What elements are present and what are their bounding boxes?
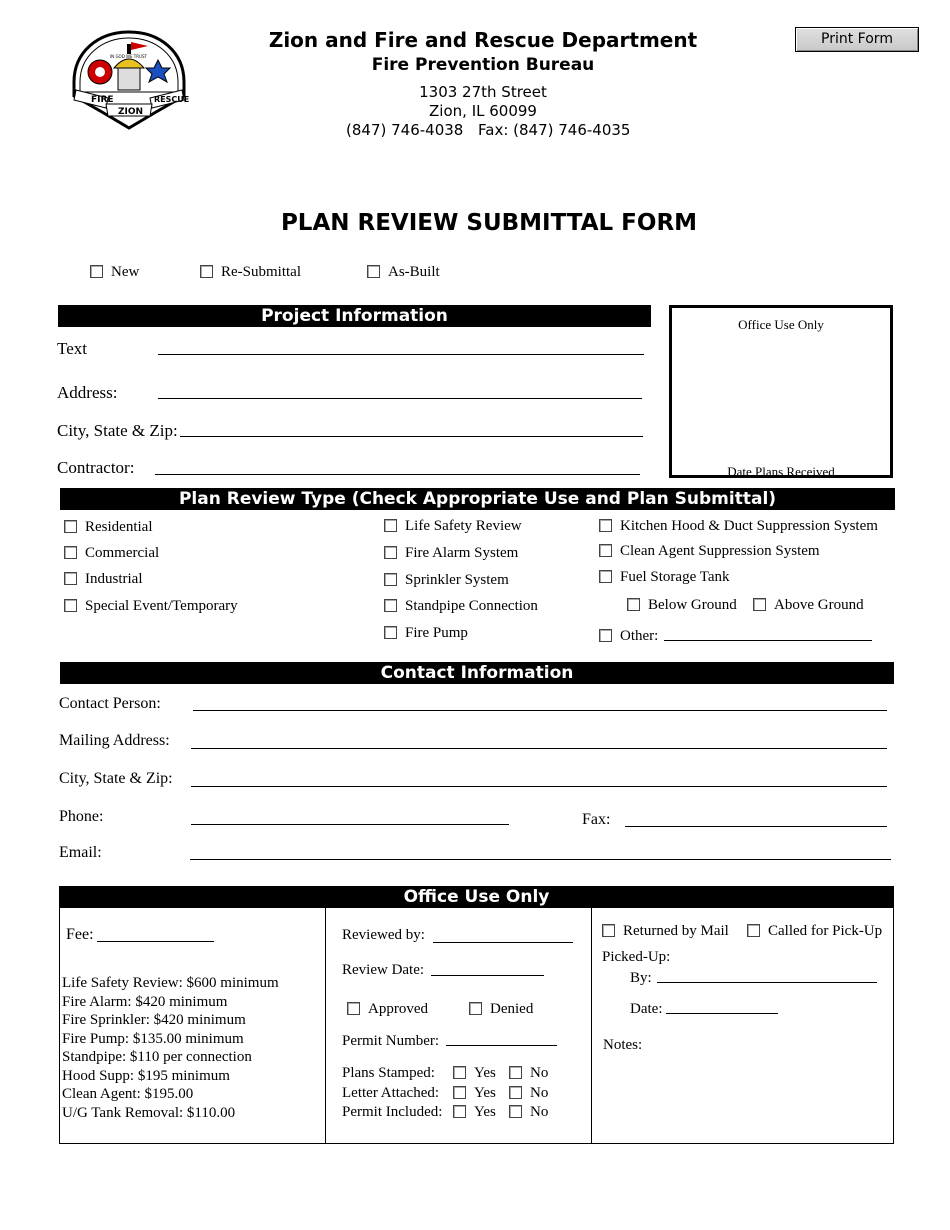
fire-alarm-system-checkbox[interactable]: Fire Alarm System bbox=[384, 545, 518, 562]
letter-attached-label: Letter Attached: bbox=[342, 1085, 440, 1101]
logo-bottom-text: ZION bbox=[118, 107, 144, 117]
email-label: Email: bbox=[59, 844, 102, 861]
by-label: By: bbox=[630, 970, 652, 986]
permit-included-label: Permit Included: bbox=[342, 1104, 443, 1120]
standpipe-connection-checkbox[interactable]: Standpipe Connection bbox=[384, 598, 538, 615]
email-field[interactable] bbox=[190, 859, 891, 860]
fee-item: Life Safety Review: $600 minimum bbox=[62, 975, 279, 991]
column-divider bbox=[591, 908, 592, 1144]
logo-left-text: FIRE bbox=[91, 95, 114, 105]
text-label: Text bbox=[57, 339, 87, 358]
checkbox-icon[interactable] bbox=[602, 924, 615, 937]
city-address: Zion, IL 60099 bbox=[429, 102, 537, 120]
office-use-box bbox=[669, 305, 893, 478]
permit-number-label: Permit Number: bbox=[342, 1033, 440, 1049]
column-divider bbox=[325, 908, 326, 1144]
checkbox-icon[interactable] bbox=[64, 572, 77, 585]
denied-checkbox[interactable]: Denied bbox=[469, 1001, 533, 1018]
clean-agent-checkbox[interactable]: Clean Agent Suppression System bbox=[599, 543, 820, 560]
address-label: Address: bbox=[57, 383, 118, 402]
checkbox-icon[interactable] bbox=[347, 1002, 360, 1015]
kitchen-hood-checkbox[interactable]: Kitchen Hood & Duct Suppression System bbox=[599, 518, 878, 535]
plan-review-type-header: Plan Review Type (Check Appropriate Use and Plan Submittal) bbox=[60, 488, 895, 510]
industrial-checkbox[interactable]: Industrial bbox=[64, 571, 143, 588]
letter-attached-no-checkbox[interactable]: No bbox=[509, 1085, 548, 1102]
fax-number: Fax: (847) 746-4035 bbox=[478, 121, 631, 139]
fuel-storage-tank-checkbox[interactable]: Fuel Storage Tank bbox=[599, 569, 730, 586]
new-checkbox[interactable]: New bbox=[90, 264, 139, 281]
approved-checkbox[interactable]: Approved bbox=[347, 1001, 428, 1018]
contact-person-field[interactable] bbox=[193, 710, 887, 711]
letter-attached-yes-checkbox[interactable]: Yes bbox=[453, 1085, 496, 1102]
checkbox-icon[interactable] bbox=[753, 598, 766, 611]
office-use-header: Office Use Only bbox=[59, 886, 894, 908]
contractor-label: Contractor: bbox=[57, 458, 135, 477]
checkbox-icon[interactable] bbox=[384, 519, 397, 532]
checkbox-icon[interactable] bbox=[599, 519, 612, 532]
checkbox-icon[interactable] bbox=[627, 598, 640, 611]
plans-stamped-yes-checkbox[interactable]: Yes bbox=[453, 1065, 496, 1082]
fee-item: Standpipe: $110 per connection bbox=[62, 1049, 252, 1065]
date-field[interactable] bbox=[666, 1013, 778, 1014]
project-city-field[interactable] bbox=[180, 436, 643, 437]
logo-top-text: IN GOD WE TRUST bbox=[110, 54, 147, 59]
reviewed-by-label: Reviewed by: bbox=[342, 927, 425, 943]
form-title: PLAN REVIEW SUBMITTAL FORM bbox=[280, 210, 698, 236]
permit-number-field[interactable] bbox=[446, 1045, 557, 1046]
checkbox-icon[interactable] bbox=[384, 546, 397, 559]
date-label: Date: bbox=[630, 1001, 663, 1017]
review-date-field[interactable] bbox=[431, 975, 544, 976]
print-form-button[interactable]: Print Form bbox=[795, 27, 919, 52]
checkbox-icon[interactable] bbox=[509, 1066, 522, 1079]
fee-item: Hood Supp: $195 minimum bbox=[62, 1067, 230, 1084]
phone-label: Phone: bbox=[59, 808, 104, 825]
contact-city-field[interactable] bbox=[191, 786, 887, 787]
by-field[interactable] bbox=[657, 982, 877, 983]
bureau-name: Fire Prevention Bureau bbox=[371, 55, 595, 75]
text-field[interactable] bbox=[158, 354, 644, 355]
contact-information-header: Contact Information bbox=[60, 662, 894, 684]
resubmittal-checkbox[interactable]: Re-Submittal bbox=[200, 264, 301, 281]
fee-label: Fee: bbox=[66, 926, 94, 943]
logo-right-text: RESCUE bbox=[154, 95, 190, 104]
date-plans-received-label: Date Plans Received bbox=[727, 464, 835, 479]
street-address: 1303 27th Street bbox=[419, 83, 547, 101]
checkbox-icon[interactable] bbox=[90, 265, 103, 278]
checkbox-icon[interactable] bbox=[384, 626, 397, 639]
review-date-label: Review Date: bbox=[342, 962, 425, 978]
permit-included-no-checkbox[interactable]: No bbox=[509, 1104, 548, 1121]
fee-item: U/G Tank Removal: $110.00 bbox=[62, 1104, 236, 1121]
checkbox-icon[interactable] bbox=[453, 1066, 466, 1079]
contractor-field[interactable] bbox=[155, 474, 640, 475]
mailing-address-field[interactable] bbox=[191, 748, 887, 749]
picked-up-label: Picked-Up: bbox=[602, 949, 671, 965]
phone-number: (847) 746-4038 bbox=[346, 121, 464, 139]
fee-item: Fire Sprinkler: $420 minimum bbox=[62, 1012, 246, 1028]
contact-person-label: Contact Person: bbox=[59, 695, 161, 712]
phone-field[interactable] bbox=[191, 824, 509, 825]
checkbox-icon[interactable] bbox=[599, 629, 612, 642]
checkbox-icon[interactable] bbox=[453, 1086, 466, 1099]
checkbox-icon[interactable] bbox=[200, 265, 213, 278]
fee-field[interactable] bbox=[97, 941, 214, 942]
reviewed-by-field[interactable] bbox=[433, 942, 573, 943]
project-information-header: Project Information bbox=[58, 305, 651, 327]
above-ground-checkbox[interactable]: Above Ground bbox=[753, 597, 864, 614]
returned-by-mail-checkbox[interactable]: Returned by Mail bbox=[602, 923, 729, 940]
fee-list bbox=[62, 974, 279, 1122]
checkbox-icon[interactable] bbox=[64, 546, 77, 559]
checkbox-icon[interactable] bbox=[384, 573, 397, 586]
other-field[interactable] bbox=[664, 640, 872, 641]
below-ground-checkbox[interactable]: Below Ground bbox=[627, 597, 737, 614]
checkbox-icon[interactable] bbox=[599, 570, 612, 583]
plans-stamped-no-checkbox[interactable]: No bbox=[509, 1065, 548, 1082]
notes-label: Notes: bbox=[603, 1037, 643, 1053]
as-built-checkbox[interactable]: As-Built bbox=[367, 264, 440, 281]
mailing-address-label: Mailing Address: bbox=[59, 732, 170, 749]
checkbox-icon[interactable] bbox=[384, 599, 397, 612]
checkbox-icon[interactable] bbox=[509, 1086, 522, 1099]
checkbox-icon[interactable] bbox=[453, 1105, 466, 1118]
checkbox-icon[interactable] bbox=[469, 1002, 482, 1015]
office-use-label: Office Use Only bbox=[738, 317, 824, 332]
checkbox-icon[interactable] bbox=[599, 544, 612, 557]
other-checkbox[interactable]: Other: bbox=[599, 628, 658, 645]
checkbox-icon[interactable] bbox=[747, 924, 760, 937]
fee-item: Fire Pump: $135.00 minimum bbox=[62, 1030, 244, 1047]
fax-field[interactable] bbox=[625, 826, 887, 827]
address-field[interactable] bbox=[158, 398, 642, 399]
fax-label: Fax: bbox=[582, 811, 611, 828]
sprinkler-system-checkbox[interactable]: Sprinkler System bbox=[384, 572, 509, 589]
plans-stamped-label: Plans Stamped: bbox=[342, 1065, 435, 1081]
fee-item: Fire Alarm: $420 minimum bbox=[62, 993, 228, 1010]
checkbox-icon[interactable] bbox=[64, 599, 77, 612]
department-name: Zion and Fire and Rescue Department bbox=[268, 28, 698, 52]
contact-city-label: City, State & Zip: bbox=[59, 770, 173, 787]
fire-pump-checkbox[interactable]: Fire Pump bbox=[384, 625, 468, 642]
project-city-label: City, State & Zip: bbox=[57, 421, 178, 440]
life-safety-review-checkbox[interactable]: Life Safety Review bbox=[384, 518, 522, 535]
checkbox-icon[interactable] bbox=[367, 265, 380, 278]
commercial-checkbox[interactable]: Commercial bbox=[64, 545, 159, 562]
permit-included-yes-checkbox[interactable]: Yes bbox=[453, 1104, 496, 1121]
fee-item: Clean Agent: $195.00 bbox=[62, 1086, 194, 1102]
checkbox-icon[interactable] bbox=[509, 1105, 522, 1118]
residential-checkbox[interactable]: Residential bbox=[64, 519, 153, 536]
called-for-pickup-checkbox[interactable]: Called for Pick-Up bbox=[747, 923, 882, 940]
checkbox-icon[interactable] bbox=[64, 520, 77, 533]
special-event-checkbox[interactable]: Special Event/Temporary bbox=[64, 598, 238, 615]
